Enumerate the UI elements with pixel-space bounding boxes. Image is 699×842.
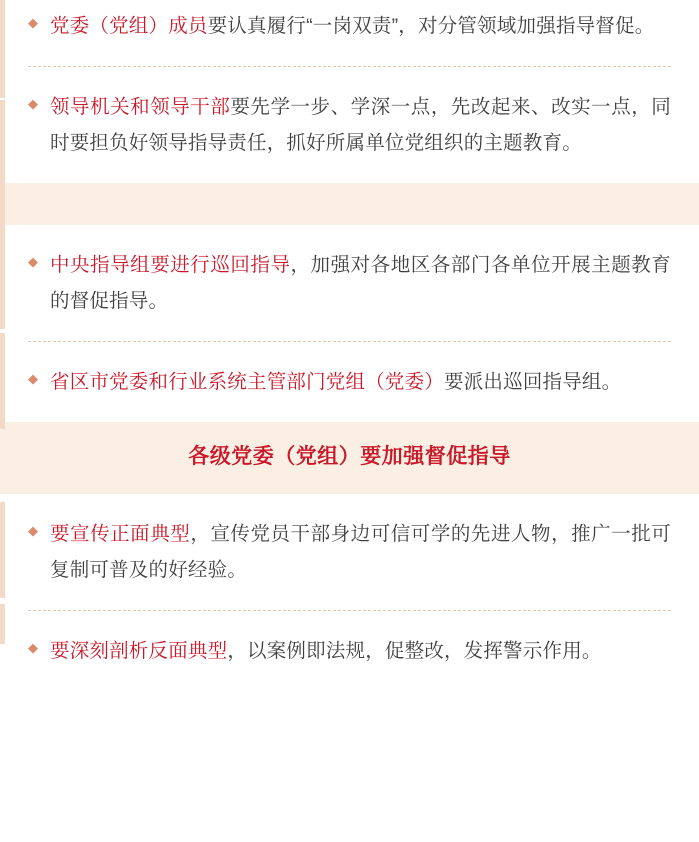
- diamond-bullet-icon: ◆: [28, 254, 38, 270]
- list-item-body: 要认真履行“一岗双责”，对分管领域加强指导督促。: [207, 15, 655, 37]
- diamond-bullet-icon: ◆: [28, 15, 38, 30]
- list-item-body: ，以案例即法规，促整改，发挥警示作用。: [227, 639, 602, 662]
- list-item-body: 要派出巡回指导组。: [444, 371, 622, 394]
- diamond-bullet-icon: ◆: [28, 639, 38, 655]
- section-heading-band: [0, 183, 699, 225]
- list-item-text: [50, 516, 671, 588]
- section-title: 各级党委（党组）要加强督促指导: [188, 445, 511, 469]
- list-item-highlight: 中央指导组要进行巡回指导: [50, 254, 291, 277]
- list-item-text: [50, 633, 671, 669]
- section-items: [0, 225, 699, 422]
- diamond-bullet-icon: ◆: [28, 371, 38, 387]
- diamond-bullet-icon: ◆: [28, 96, 38, 112]
- left-accent-rail: [0, 502, 5, 598]
- list-item-text: [50, 89, 671, 161]
- list-item: [28, 610, 671, 669]
- left-accent-rail: [0, 333, 5, 429]
- list-item-highlight: 要深刻剖析反面典型: [50, 639, 228, 662]
- list-item: [28, 341, 671, 422]
- list-item: [28, 0, 671, 66]
- section-intro-items: [0, 0, 699, 183]
- list-item-text: [50, 364, 671, 400]
- section-items: [0, 494, 699, 669]
- list-item-text: [50, 8, 671, 44]
- list-item-highlight: 领导机关和领导干部: [50, 96, 231, 119]
- list-item: [28, 225, 671, 341]
- left-accent-rail: [0, 604, 5, 644]
- list-item: [28, 66, 671, 183]
- list-item-highlight: 省区市党委和行业系统主管部门党组（党委）: [50, 371, 445, 394]
- list-item: [28, 494, 671, 610]
- list-item-body: ，加强对各地区各部门各单位开展主题教育的督促指导。: [50, 254, 671, 313]
- list-item-text: [50, 247, 671, 319]
- section-heading-band: [0, 422, 699, 493]
- list-item-body: 要先学一步、学深一点，先改起来、改实一点，同时要担负好领导指导责任，抓好所属单位党组织的主题教育。: [50, 96, 671, 155]
- left-accent-rail: [0, 233, 5, 329]
- left-accent-rail: [0, 0, 5, 98]
- list-item-highlight: 党委（党组）成员: [50, 15, 208, 37]
- list-item-body: ，宣传党员干部身边可信可学的先进人物，推广一批可复制可普及的好经验。: [50, 522, 671, 581]
- list-item-highlight: 要宣传正面典型: [50, 522, 191, 545]
- diamond-bullet-icon: ◆: [28, 522, 38, 538]
